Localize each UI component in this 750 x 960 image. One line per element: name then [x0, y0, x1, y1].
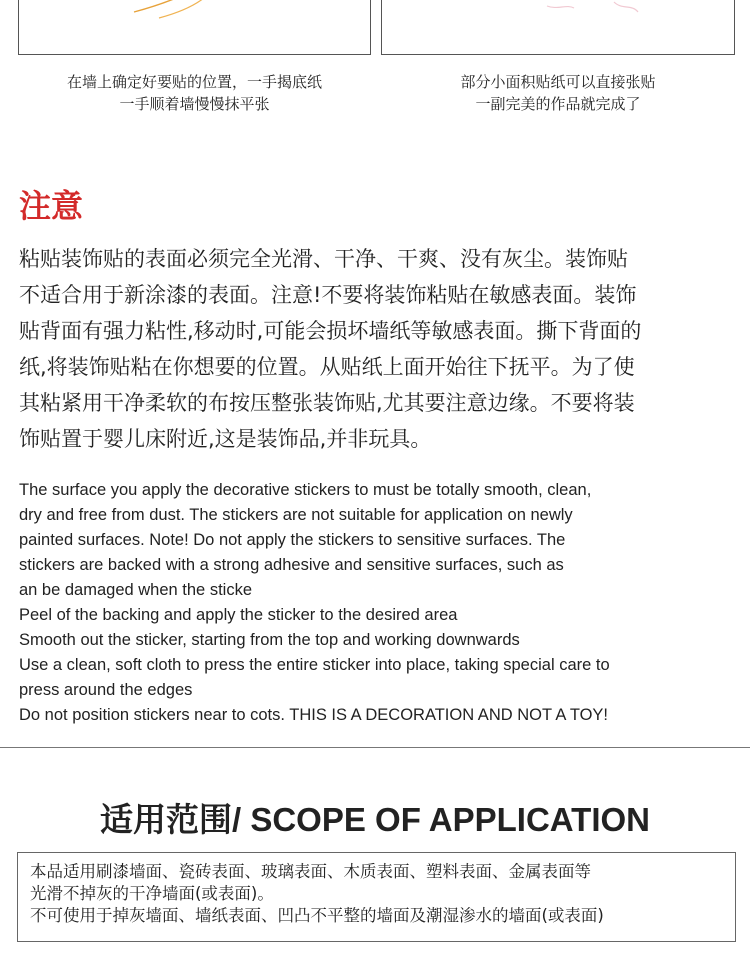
step-photo-left-image: [19, 0, 369, 55]
english-line: painted surfaces. Note! Do not apply the stickers to sensitive surfaces. The: [19, 531, 566, 549]
scope-box: [17, 852, 736, 942]
notice-line: 贴背面有强力粘性,移动时,可能会损坏墙纸等敏感表面。撕下背面的: [19, 319, 642, 343]
step-caption-left-line1: 在墙上确定好要贴的位置，一手揭底纸: [66, 73, 322, 91]
english-instructions: [19, 478, 735, 728]
scope-line: 不可使用于掉灰墙面、墙纸表面、凹凸不平整的墙面及潮湿渗水的墙面(或表面): [30, 906, 604, 925]
notice-body: [19, 241, 735, 457]
step-caption-right: [381, 71, 735, 115]
step-photo-left: [18, 0, 371, 55]
english-line: The surface you apply the decorative stickers to must be totally smooth, clean,: [19, 481, 592, 499]
english-line: stickers are backed with a strong adhesive and sensitive surfaces, such as: [19, 556, 564, 574]
step-photo-right: [381, 0, 735, 55]
step-caption-right-line2: 一副完美的作品就完成了: [475, 95, 641, 113]
step-photo-right-image: [382, 0, 732, 55]
english-line: an be damaged when the sticke: [19, 581, 252, 599]
scope-line: 光滑不掉灰的干净墙面(或表面)。: [30, 884, 274, 903]
english-line: dry and free from dust. The stickers are not suitable for application on newly: [19, 506, 573, 524]
step-caption-left: [18, 71, 371, 115]
notice-line: 粘贴装饰贴的表面必须完全光滑、干净、干爽、没有灰尘。装饰贴: [19, 247, 628, 271]
notice-line: 纸,将装饰贴粘在你想要的位置。从贴纸上面开始往下抚平。为了使: [19, 355, 635, 379]
notice-line: 饰贴置于婴儿床附近,这是装饰品,并非玩具。: [19, 427, 432, 451]
section-divider: [0, 747, 750, 748]
notice-title: 注意: [19, 187, 84, 225]
english-line: press around the edges: [19, 681, 193, 699]
english-line: Peel of the backing and apply the sticker to the desired area: [19, 606, 458, 624]
notice-line: 不适合用于新涂漆的表面。注意!不要将装饰粘贴在敏感表面。装饰: [19, 283, 637, 307]
step-caption-left-line2: 一手顺着墙慢慢抹平张: [119, 95, 270, 113]
scope-heading: 适用范围/ SCOPE OF APPLICATION: [99, 801, 651, 838]
scope-line: 本品适用刷漆墙面、瓷砖表面、玻璃表面、木质表面、塑料表面、金属表面等: [30, 862, 591, 881]
english-line: Use a clean, soft cloth to press the entire sticker into place, taking special care to: [19, 656, 610, 674]
step-caption-right-line1: 部分小面积贴纸可以直接张贴: [460, 73, 656, 91]
english-line: Smooth out the sticker, starting from the top and working downwards: [19, 631, 520, 649]
english-line: Do not position stickers near to cots. THIS IS A DECORATION AND NOT A TOY!: [19, 706, 609, 724]
notice-line: 其粘紧用干净柔软的布按压整张装饰贴,尤其要注意边缘。不要将装: [19, 391, 635, 415]
